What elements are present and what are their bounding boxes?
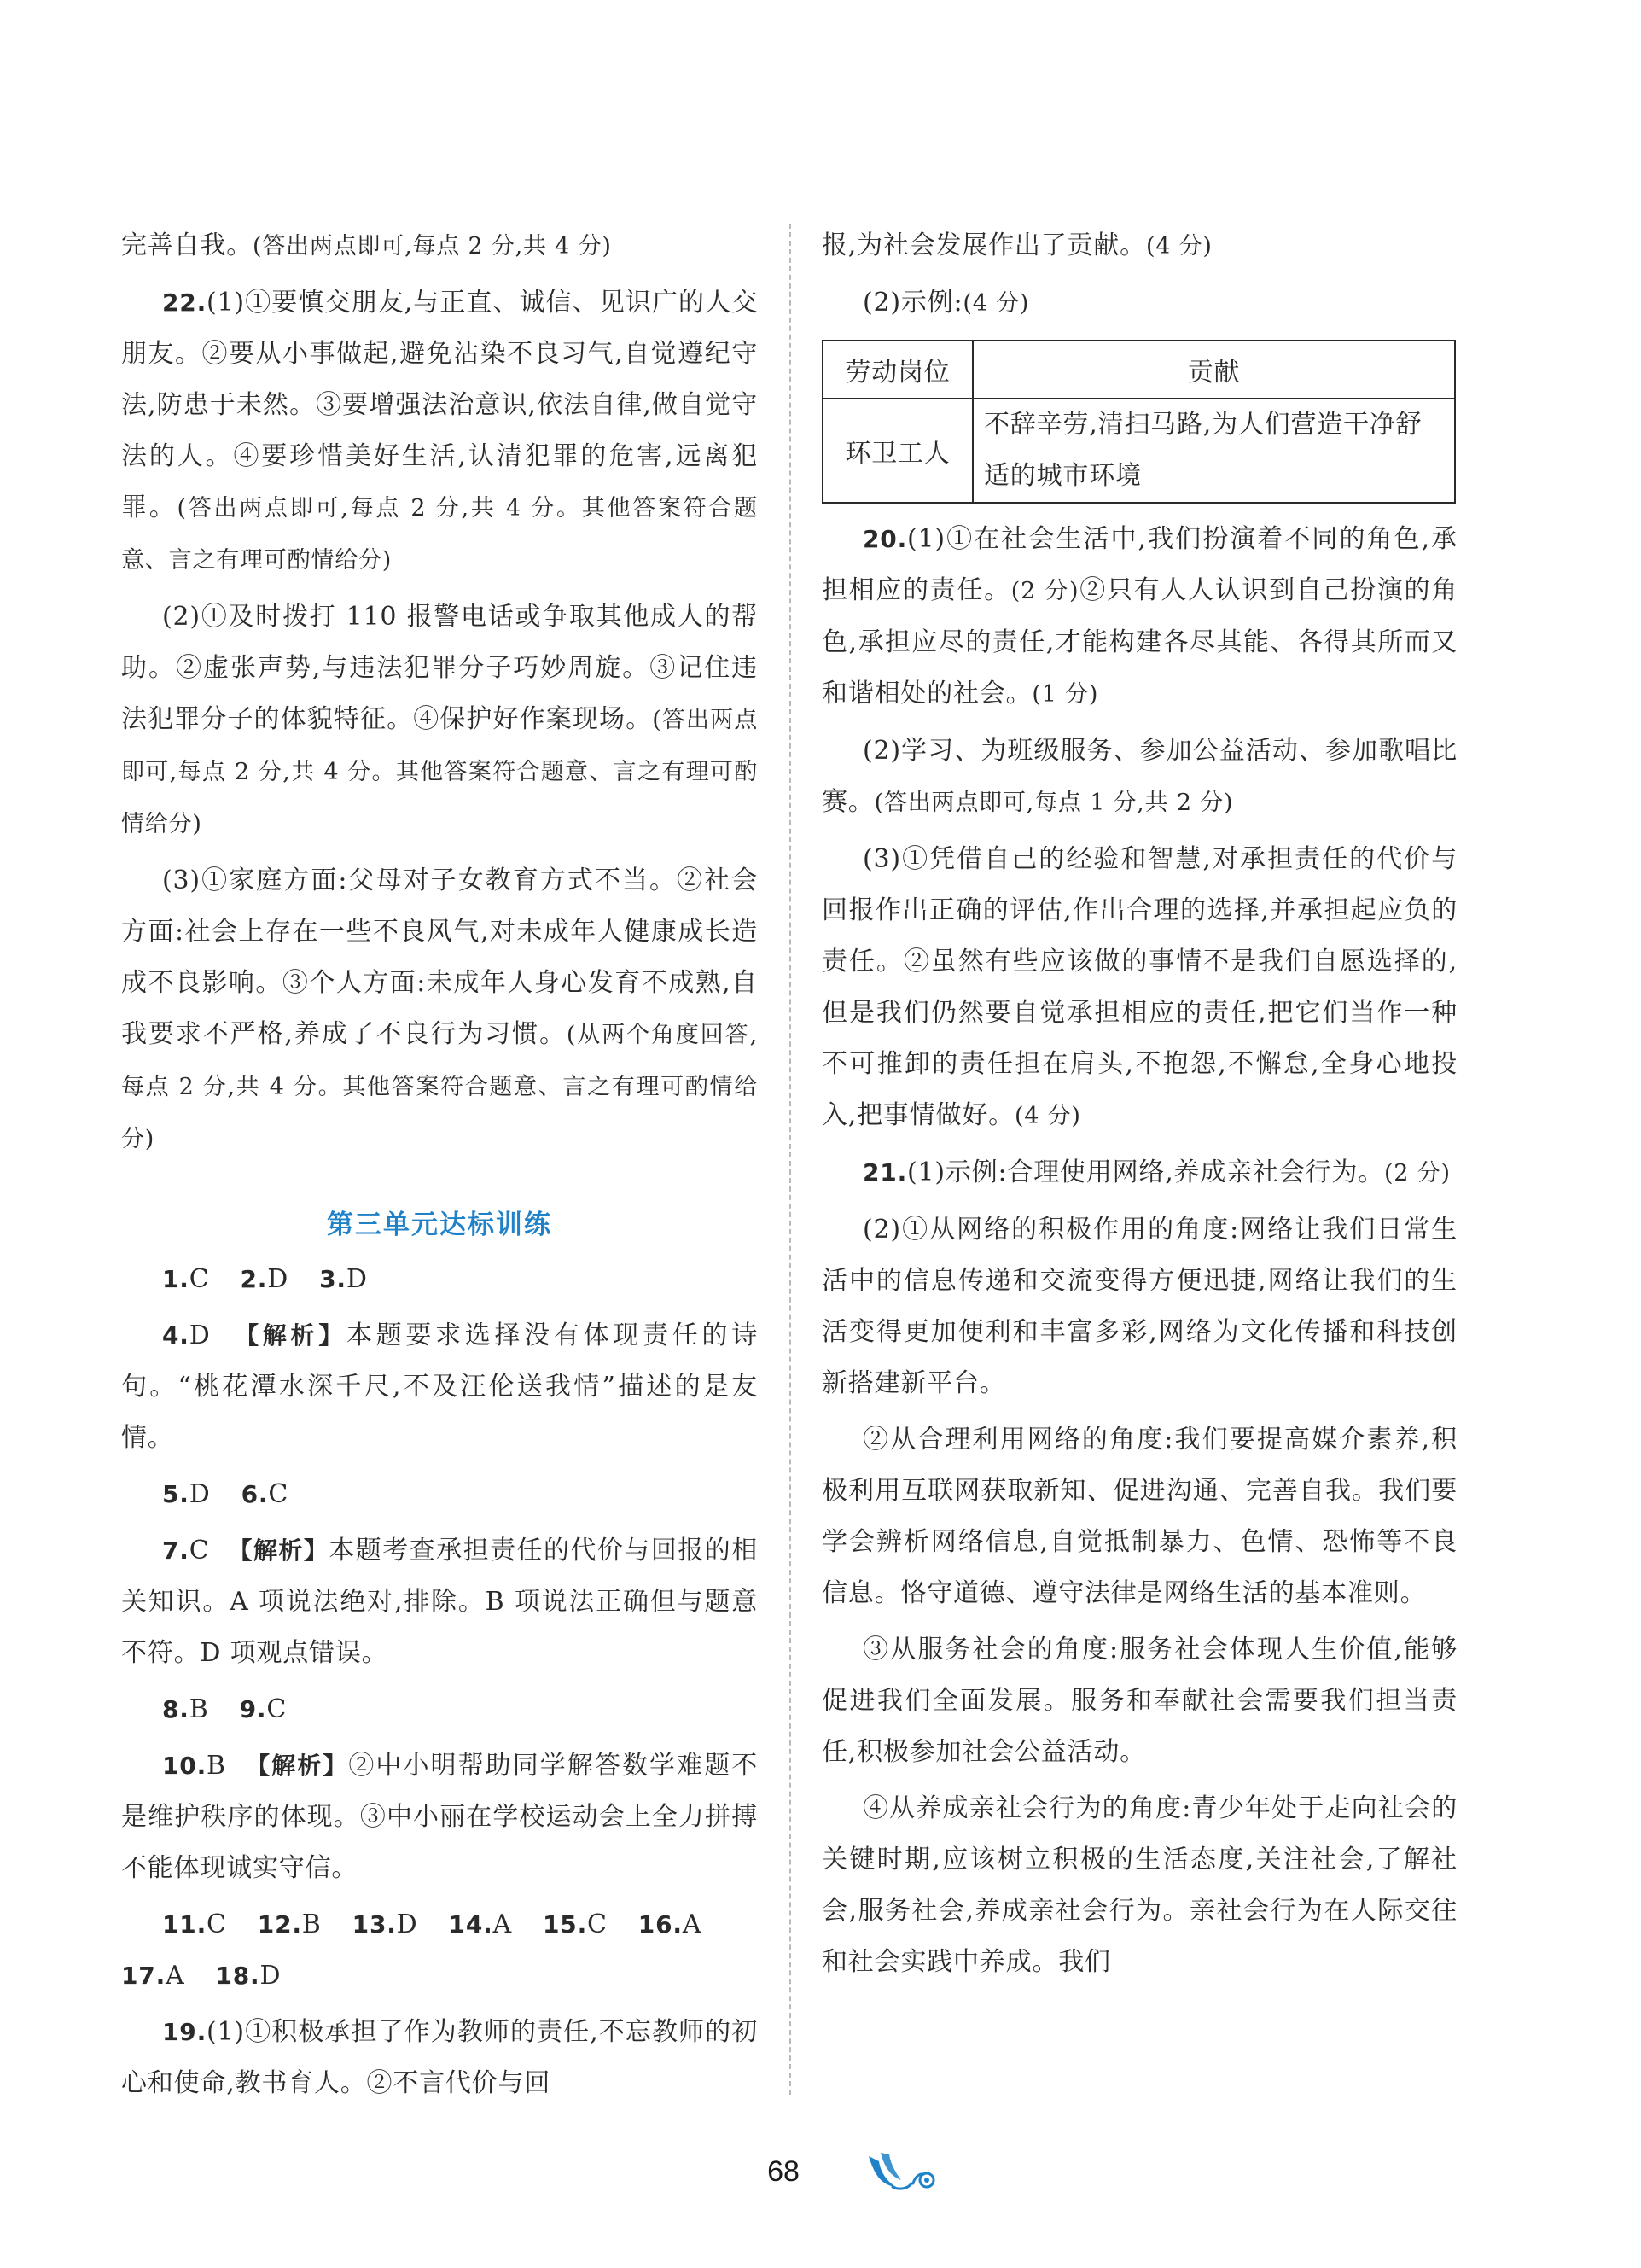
analysis-tag: 【解析】 (246, 1752, 349, 1780)
question-19-part-1 (121, 2007, 758, 2109)
choice-answers-1-3 (121, 1254, 758, 1305)
question-21-part-1 (822, 1147, 1458, 1199)
score-note: (从两个角度回答,每点 2 分,共 4 分。其他答案符合题意、言之有理可酌情给分) (121, 1022, 758, 1152)
answer-letter: D (259, 1961, 282, 1991)
answer-letter: D (189, 1479, 211, 1509)
score-note: (答出两点即可,每点 2 分,共 4 分。其他答案符合题意、言之有理可酌情给分) (121, 495, 758, 574)
choice-answers-17-18 (121, 1950, 758, 2002)
answer-letter: D (396, 1909, 418, 1939)
score-note: (4 分) (963, 290, 1030, 317)
answer-letter: C (189, 1536, 210, 1565)
page-number: 68 (767, 2155, 800, 2188)
question-number: 8. (162, 1695, 189, 1723)
section-title: 第三单元达标训练 (327, 1210, 552, 1240)
question-19-part-2 (822, 277, 1458, 329)
answer-letter: C (587, 1909, 608, 1939)
table-header-row (823, 341, 1455, 399)
question-number: 11. (162, 1910, 207, 1939)
paragraph (822, 220, 1458, 272)
answer-letter: C (189, 1264, 210, 1294)
question-number: 12. (257, 1910, 302, 1939)
score-note: (答出两点即可,每点 2 分,共 4 分) (253, 233, 612, 259)
analysis-tag: 【解析】 (228, 1536, 329, 1565)
answer-text: (1)①要慎交朋友,与正直、诚信、见识广的人交朋友。②要从小事做起,避免沾染不良习气,自觉遵纪守法,防患于未然。③要增强法治意识,依法自律,做自觉守法的人。④要珍惜美好生活,认清犯罪的危害,远离犯罪。 (121, 288, 758, 522)
score-note: (4 分) (1014, 1103, 1081, 1129)
answer-text: (1)①积极承担了作为教师的责任,不忘教师的初心和使命,教书育人。②不言代价与回 (121, 2017, 758, 2098)
question-number: 15. (543, 1910, 588, 1939)
answer-letter: B (207, 1751, 226, 1781)
table-header-cell: 贡献 (973, 341, 1455, 399)
question-22-part-2 (121, 592, 758, 850)
page-footer (0, 2146, 1641, 2197)
answer-text: (3)①凭借自己的经验和智慧,对承担责任的代价与回报作出正确的评估,作出合理的选择,并承担起应负的责任。②虽然有些应该做的事情不是我们自愿选择的,但是我们仍然要自觉承担相应的责任,把它们当作一种不可推卸的责任担在肩头,不抱怨,不懈怠,全身心地投入,把事情做好。 (822, 844, 1458, 1130)
choice-answers-11-18 (121, 1899, 758, 1950)
answer-letter: A (166, 1961, 185, 1991)
score-note: (1 分) (1032, 681, 1099, 708)
score-note: (2 分) (1010, 578, 1079, 604)
question-21-part-2a (822, 1204, 1458, 1409)
question-number: 4. (162, 1321, 189, 1350)
score-note: (2 分) (1383, 1160, 1451, 1186)
table-header-cell: 劳动岗位 (823, 341, 973, 399)
question-number: 18. (215, 1962, 260, 1990)
score-note: (答出两点即可,每点 2 分,共 4 分。其他答案符合题意、言之有理可酌情给分) (121, 707, 758, 837)
question-number: 3. (319, 1265, 346, 1293)
score-note: (4 分) (1145, 233, 1213, 259)
analysis-text: 本题考查承担责任的代价与回报的相关知识。A 项说法绝对,排除。B 项说法正确但与题意不符。D 项观点错误。 (121, 1536, 758, 1668)
question-22-part-1 (121, 277, 758, 586)
score-note: (答出两点即可,每点 1 分,共 2 分) (874, 790, 1234, 816)
question-number: 14. (448, 1910, 493, 1939)
answer-text: ②只有人人认识到自己扮演的角色,承担应尽的责任,才能构建各尽其能、各得其所而又和谐相处的社会。 (822, 575, 1458, 708)
question-number: 2. (240, 1265, 268, 1293)
question-number: 17. (121, 1962, 166, 1990)
answer-text: (2)示例: (863, 288, 963, 318)
question-number: 1. (162, 1265, 189, 1293)
analysis-text: 本题要求选择没有体现责任的诗句。“桃花潭水深千尺,不及汪伦送我情”描述的是友情。 (121, 1321, 758, 1453)
question-number: 10. (162, 1752, 207, 1780)
answer-text: (2)学习、为班级服务、参加公益活动、参加歌唱比赛。 (822, 736, 1458, 817)
left-column (121, 220, 758, 2109)
answer-text: ③从服务社会的角度:服务社会体现人生价值,能够促进我们全面发展。服务和奉献社会需要我们担当责任,积极参加社会公益活动。 (822, 1635, 1458, 1767)
answer-text: ④从养成亲社会行为的角度:青少年处于走向社会的关键时期,应该树立积极的生活态度,关注社会,了解社会,服务社会,养成亲社会行为。亲社会行为在人际交往和社会实践中养成。我们 (822, 1793, 1458, 1977)
question-21-part-2d (822, 1783, 1458, 1988)
text: 报,为社会发展作出了贡献。 (822, 230, 1146, 260)
question-number: 6. (241, 1480, 269, 1508)
question-number: 16. (637, 1910, 683, 1939)
answer-text: ②从合理利用网络的角度:我们要提高媒介素养,积极利用互联网获取新知、促进沟通、完善自我。我们要学会辨析网络信息,自觉抵制暴力、色情、恐怖等不良信息。恪守道德、遵守法律是网络生活的基本准则。 (822, 1425, 1458, 1608)
answer-letter: C (268, 1479, 289, 1509)
answer-letter: B (189, 1694, 209, 1724)
answer-text: (1)示例:合理使用网络,养成亲社会行为。 (907, 1157, 1384, 1187)
answer-letter: C (266, 1694, 288, 1724)
answer-letter: A (492, 1909, 513, 1939)
question-number: 7. (162, 1536, 189, 1565)
analysis-tag: 【解析】 (235, 1321, 346, 1350)
question-number: 5. (162, 1480, 189, 1508)
question-20-part-1 (822, 514, 1458, 720)
answer-letter: D (189, 1321, 211, 1350)
answer-letter: D (346, 1264, 368, 1294)
question-number: 19. (162, 2018, 207, 2046)
question-20-part-2 (822, 726, 1458, 829)
column-divider (789, 224, 791, 2095)
answer-letter: B (301, 1909, 322, 1939)
paragraph (121, 220, 758, 272)
answer-text: (1)①在社会生活中,我们扮演着不同的角色,承担相应的责任。 (822, 524, 1458, 605)
question-20-part-3 (822, 834, 1458, 1142)
answer-text: (3)①家庭方面:父母对子女教育方式不当。②社会方面:社会上存在一些不良风气,对未成年人健康成长造成不良影响。③个人方面:未成年人身心发育不成熟,自我要求不严格,养成了不良行为习惯。 (121, 866, 758, 1049)
question-10 (121, 1740, 758, 1894)
table-cell: 环卫工人 (823, 399, 973, 503)
table-cell: 不辞辛劳,清扫马路,为人们营造干净舒适的城市环境 (973, 399, 1455, 503)
choice-answers-8-9 (121, 1684, 758, 1735)
choice-answers-5-6 (121, 1469, 758, 1520)
question-22-part-3 (121, 855, 758, 1165)
answer-text: (2)①从网络的积极作用的角度:网络让我们日常生活中的信息传递和交流变得方便迅捷,网络让我们的生活变得更加便利和丰富多彩,网络为文化传播和科技创新搭建新平台。 (822, 1215, 1458, 1398)
answer-letter: A (682, 1909, 702, 1939)
question-4 (121, 1310, 758, 1464)
question-number: 22. (162, 289, 207, 317)
question-number: 9. (239, 1695, 267, 1723)
analysis-text: ②中小明帮助同学解答数学难题不是维护秩序的体现。③中小丽在学校运动会上全力拼搏不能体现诚实守信。 (121, 1751, 758, 1883)
answer-letter: D (267, 1264, 289, 1294)
question-number: 21. (863, 1158, 908, 1186)
question-number: 20. (863, 525, 908, 553)
answer-letter: C (207, 1909, 227, 1939)
publisher-swirl-icon (862, 2148, 940, 2195)
text: 完善自我。 (121, 230, 253, 260)
table-row (823, 399, 1455, 503)
question-21-part-2b (822, 1414, 1458, 1619)
right-column (822, 220, 1458, 1988)
question-number: 13. (352, 1910, 397, 1939)
example-table (822, 340, 1456, 504)
answer-text: (2)①及时拨打 110 报警电话或争取其他成人的帮助。②虚张声势,与违法犯罪分子巧妙周旋。③记住违法犯罪分子的体貌特征。④保护好作案现场。 (121, 602, 758, 734)
question-7 (121, 1525, 758, 1679)
question-21-part-2c (822, 1624, 1458, 1778)
